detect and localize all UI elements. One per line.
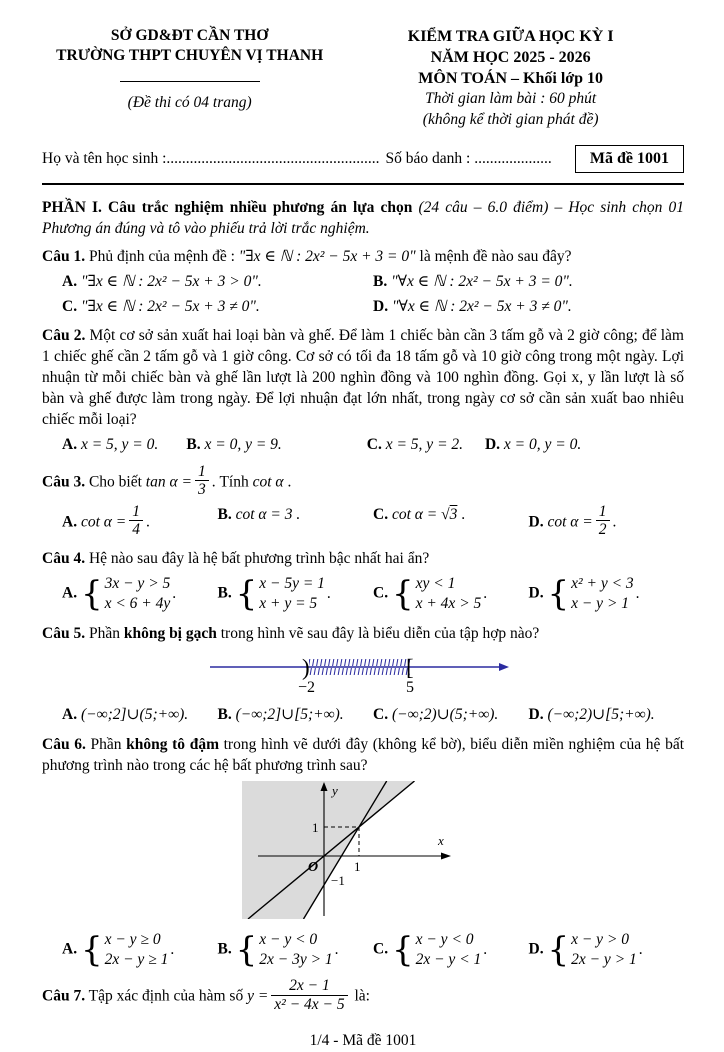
- brace: {: [80, 930, 103, 971]
- inequality-system: { x − y < 0 2x − 3y > 1: [235, 930, 333, 971]
- inequality-system: { x − y > 0 2x − y > 1: [547, 930, 637, 971]
- duration-line: Thời gian làm bài : 60 phút: [425, 90, 597, 108]
- option-b: B. { x − 5y = 1 x + y = 5 .: [217, 574, 331, 615]
- option-label: B.: [217, 505, 232, 523]
- option-label: C.: [366, 436, 382, 454]
- question-2: [42, 326, 684, 458]
- option-a: [62, 433, 186, 458]
- option-b: B. cot α = 3 .: [217, 505, 301, 523]
- exam-code-box: Mã đề 1001: [575, 145, 684, 173]
- option-a: A. { x − y ≥ 0 2x − y ≥ 1 .: [62, 930, 175, 971]
- option-b: B. { x − y < 0 2x − 3y > 1 .: [217, 930, 339, 971]
- option-label: D.: [528, 513, 544, 531]
- math-expression: y =: [247, 987, 269, 1005]
- question-1-statement: [42, 247, 684, 268]
- option-c: C. cot α = √3 .: [373, 505, 466, 523]
- neg-one-label: −1: [331, 873, 345, 889]
- brace: {: [235, 574, 258, 615]
- inequality-system: { x − y < 0 2x − y < 1: [391, 930, 482, 971]
- statement-text: Phủ định của mệnh đề :: [85, 247, 239, 265]
- question-6-options: [62, 928, 684, 972]
- x-axis-label: x: [438, 833, 444, 849]
- right-endpoint-label: 5: [406, 678, 414, 695]
- sqrt-argument: 3: [449, 505, 458, 523]
- brace: {: [391, 930, 414, 971]
- option-b: [186, 433, 366, 458]
- option-c: [367, 433, 485, 458]
- inequality-system: { x² + y < 3 x − y > 1: [547, 574, 634, 615]
- subject-line: MÔN TOÁN – Khối lớp 10: [418, 70, 604, 88]
- student-name-label: Họ và tên học sinh :.......................................................: [42, 149, 380, 167]
- question-4: [42, 549, 684, 616]
- brace: {: [80, 574, 103, 615]
- student-id-label: Số báo danh : ....................: [385, 149, 552, 167]
- question-number: Câu 2.: [42, 327, 86, 345]
- question-number: Câu 5.: [42, 624, 86, 642]
- school-year: NĂM HỌC 2025 - 2026: [430, 49, 591, 67]
- option-c: C. (−∞;2)∪(5;+∞).: [373, 706, 499, 724]
- left-bracket: ): [302, 654, 310, 680]
- exam-pages-note: (Đề thi có 04 trang): [127, 94, 252, 112]
- question-3-statement: [42, 462, 684, 501]
- option-math: "∀x ∈ ℕ : 2x² − 5x + 3 = 0".: [391, 272, 573, 290]
- option-d: [373, 295, 684, 320]
- statement-text: . Tính: [211, 473, 253, 491]
- inequality-system: { x − y ≥ 0 2x − y ≥ 1: [80, 930, 169, 971]
- fraction: $\frac{1}{4}$: [129, 503, 143, 539]
- option-a: A. { 3x − y > 5 x < 6 + 4y .: [62, 574, 177, 615]
- math-expression: tan α =: [145, 473, 192, 491]
- brace: {: [547, 930, 570, 971]
- header-divider: [120, 81, 260, 82]
- option-label: A.: [62, 272, 78, 290]
- question-4-options: [62, 572, 684, 616]
- option-c: [62, 295, 373, 320]
- page-number: 1/4 - Mã đề 1001: [309, 1032, 417, 1050]
- number-line-figure-wrap: [42, 649, 684, 702]
- question-1: [42, 247, 684, 320]
- question-6-statement: Câu 6. Phần không tô đậm trong hình vẽ dưới đây (không kể bờ), biểu diễn miền nghiệm của hệ bất phương trình nào trong các hệ bất phương trình sau?: [42, 736, 684, 775]
- department-name: SỞ GD&ĐT CẦN THƠ: [110, 27, 269, 44]
- origin-label: O: [308, 860, 319, 876]
- duration-note: (không kể thời gian phát đề): [422, 110, 599, 128]
- question-5-statement: Câu 5. Phần không bị gạch trong hình vẽ sau đây là biểu diễn của tập hợp nào?: [42, 624, 540, 642]
- header-right: [337, 26, 684, 130]
- exam-title: KIỂM TRA GIỮA HỌC KỲ I: [407, 28, 614, 45]
- option-label: D.: [484, 436, 501, 454]
- region-graph-figure-wrap: [42, 781, 684, 926]
- option-c: C. { xy < 1 x + 4x > 5 .: [373, 574, 488, 615]
- statement-text: Một cơ sở sản xuất hai loại bàn và ghế. Để làm 1 chiếc bàn cần 3 tấm gỗ và 2 giờ công; để làm 1 chiếc ghế cần 2 tấm gỗ và 1 giờ công. Cơ sở có tối đa 18 tấm gỗ và 10 giờ công trong một ngày. Lợi nhuận từ mỗi chiếc bàn và ghế lần lượt là 200 nghìn đồng và 100 nghìn đồng. Gọi x, y lần lượt là số bàn và ghế được làm trong ngày. Để lợi nhuận đạt lớn nhất, trong ngày cơ sở cần sản xuất bao nhiêu chiếc mỗi loại?: [42, 327, 684, 429]
- inequality-system: { x − 5y = 1 x + y = 5: [235, 574, 325, 615]
- arrow-right-icon: [499, 663, 509, 671]
- option-label: A.: [62, 513, 78, 531]
- question-2-options: [62, 433, 684, 458]
- question-number: Câu 6.: [42, 736, 86, 754]
- option-a: A. cot α = $\frac{1}{4}$ .: [62, 502, 150, 539]
- header-left: [42, 26, 337, 130]
- header-rule: [42, 183, 684, 185]
- option-label: C.: [62, 297, 78, 315]
- question-2-statement: [42, 326, 684, 431]
- statement-text: .: [283, 473, 292, 491]
- question-3-options: [62, 503, 684, 543]
- question-7-statement: Câu 7. Tập xác định của hàm số y = $\frac{2x - 1}{\text{x² − 4x − 5}}$ là:: [42, 977, 370, 1013]
- option-b: B. (−∞;2]∪[5;+∞).: [217, 706, 344, 724]
- x-tick-label: 1: [354, 859, 361, 875]
- brace: {: [547, 574, 570, 615]
- inequality-system: { xy < 1 x + 4x > 5: [391, 574, 482, 615]
- statement-text: Cho biết: [85, 473, 146, 491]
- right-bracket: [: [406, 654, 414, 680]
- option-math: x = 5, y = 0.: [80, 436, 159, 454]
- brace: {: [391, 574, 414, 615]
- math-expression: cot α: [252, 473, 284, 491]
- y-tick-label: 1: [312, 820, 319, 836]
- math-expression: "∃x ∈ ℕ : 2x² − 5x + 3 = 0": [238, 247, 416, 265]
- question-number: Câu 1.: [42, 247, 86, 265]
- statement-text: Hệ nào sau đây là hệ bất phương trình bậc nhất hai ẩn?: [85, 550, 430, 568]
- option-label: A.: [62, 436, 78, 454]
- option-math: "∃x ∈ ℕ : 2x² − 5x + 3 > 0".: [80, 272, 262, 290]
- option-label: B.: [186, 436, 201, 454]
- question-number: Câu 3.: [42, 473, 86, 491]
- number-line-figure: [208, 649, 518, 695]
- option-math: x = 5, y = 2.: [385, 436, 464, 454]
- region-graph-figure: [242, 781, 484, 919]
- inequality-system: { 3x − y > 5 x < 6 + 4y: [80, 574, 171, 615]
- option-math: "∀x ∈ ℕ : 2x² − 5x + 3 ≠ 0".: [391, 297, 572, 315]
- question-number: Câu 7.: [42, 987, 86, 1005]
- option-label: D.: [373, 297, 389, 315]
- statement-emphasis: không bị gạch: [123, 624, 217, 642]
- question-4-statement: [42, 549, 684, 570]
- option-d: D. (−∞;2)∪[5;+∞).: [528, 706, 655, 724]
- statement-emphasis: không tô đậm: [126, 736, 219, 754]
- school-name: TRƯỜNG THPT CHUYÊN VỊ THANH: [56, 47, 324, 65]
- question-5: [42, 624, 684, 729]
- option-b: [373, 270, 684, 295]
- brace: {: [235, 930, 258, 971]
- fraction: $\frac{1}{3}$: [195, 463, 209, 499]
- header: [42, 26, 684, 130]
- question-5-options: [62, 703, 684, 728]
- question-number: Câu 4.: [42, 550, 86, 568]
- option-d: D. { x² + y < 3 x − y > 1 .: [528, 574, 640, 615]
- part1-heading: [42, 198, 684, 240]
- option-math: x = 0, y = 9.: [204, 436, 282, 454]
- student-info-row: [42, 145, 684, 173]
- fraction: $\frac{1}{2}$: [596, 503, 610, 539]
- question-7: [42, 979, 684, 1015]
- question-3: [42, 462, 684, 542]
- option-d: [485, 433, 622, 458]
- option-math: "∃x ∈ ℕ : 2x² − 5x + 3 ≠ 0".: [80, 297, 260, 315]
- option-a: [62, 270, 373, 295]
- option-c: C. { x − y < 0 2x − y < 1 .: [373, 930, 488, 971]
- y-axis-label: y: [332, 783, 338, 799]
- option-a: A. (−∞;2]∪(5;+∞).: [62, 706, 189, 724]
- option-d: D. cot α = $\frac{1}{2}$ .: [528, 502, 617, 539]
- fraction: $\frac{2x - 1}{\text{x² − 4x − 5}}$: [271, 977, 347, 1013]
- question-1-options: [62, 270, 684, 320]
- statement-text: là mệnh đề nào sau đây?: [415, 247, 572, 265]
- option-label: B.: [373, 272, 388, 290]
- part1-subtitle: (24 câu – 6.0 điểm) – Học sinh chọn 01 Phương án đúng và tô vào phiếu trả lời trắc nghiệm.: [42, 198, 684, 237]
- option-label: C.: [373, 505, 389, 523]
- question-6: [42, 735, 684, 972]
- sqrt-sign: √: [441, 505, 450, 523]
- left-endpoint-label: −2: [298, 678, 316, 695]
- part1-title: PHẦN I. Câu trắc nghiệm nhiều phương án lựa chọn: [42, 198, 413, 216]
- option-d: D. { x − y > 0 2x − y > 1 .: [528, 930, 643, 971]
- option-math: x = 0, y = 0.: [503, 436, 582, 454]
